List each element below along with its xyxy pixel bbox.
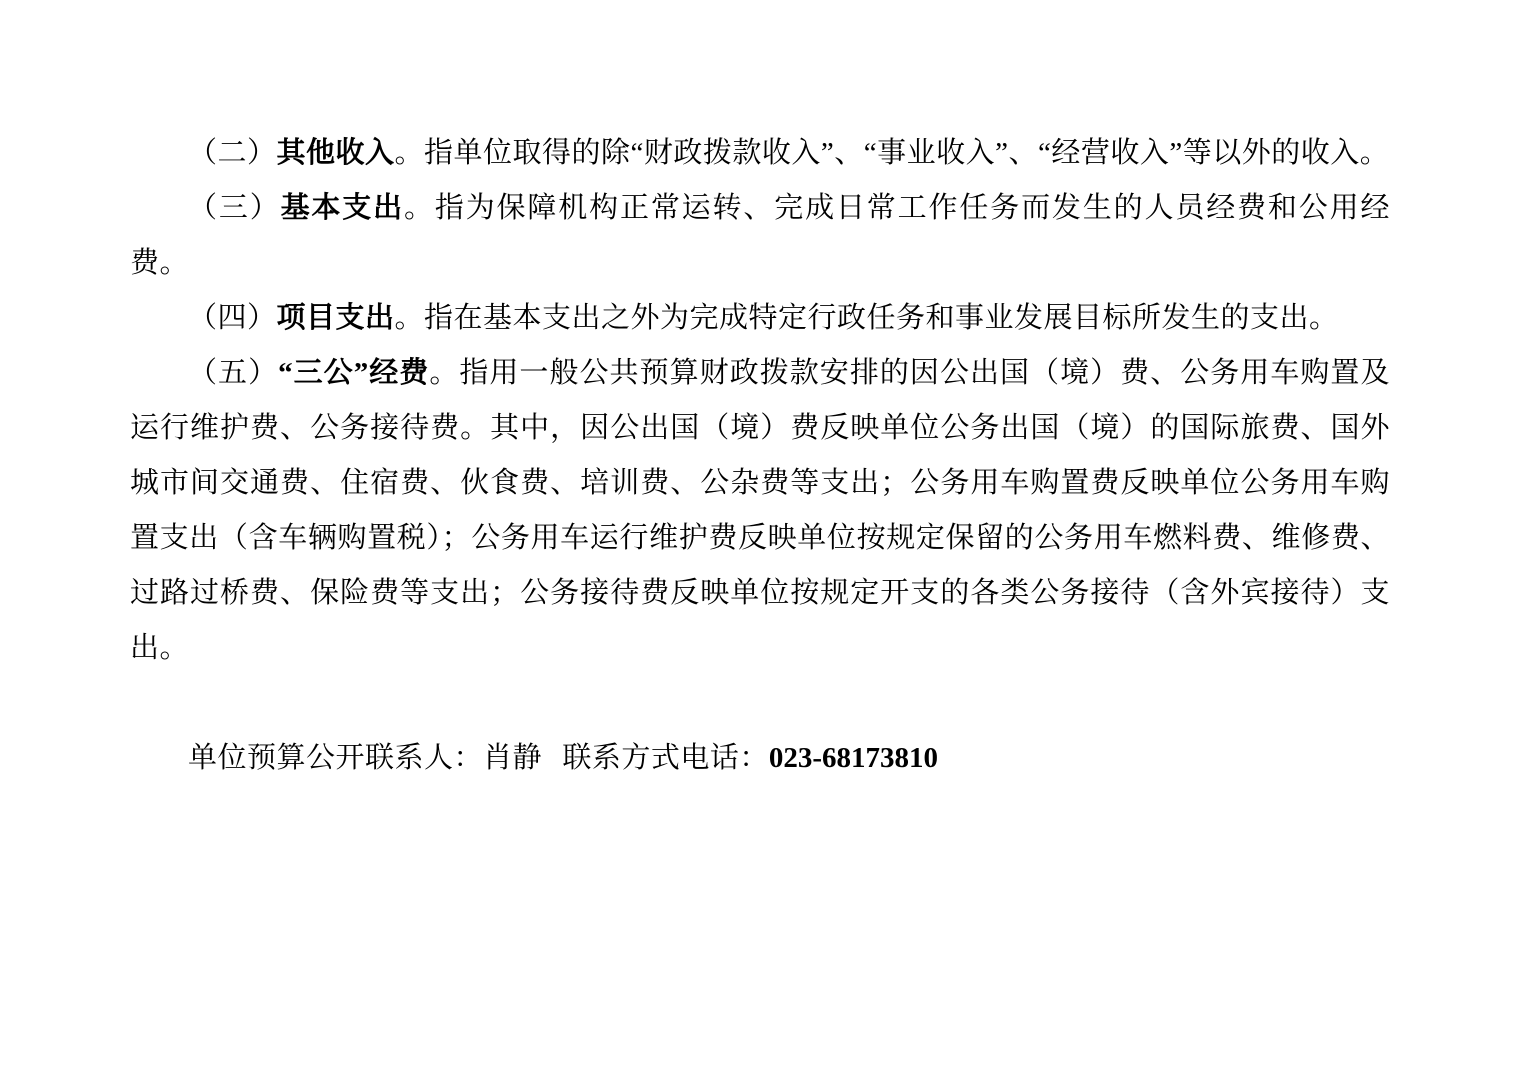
clause-body: 。指单位取得的除“财政拨款收入”、“事业收入”、“经营收入”等以外的收入。 [394,137,1390,169]
paragraph-three-public-funds [130,346,1390,676]
clause-term: “三公”经费 [278,357,430,389]
contact-phone-label: 联系方式电话： [562,742,769,774]
clause-body: 。指在基本支出之外为完成特定行政任务和事业发展目标所发生的支出。 [394,302,1339,334]
clause-number: （二） [188,137,277,169]
clause-term: 其他收入 [276,137,395,169]
clause-body: 。指为保障机构正常运转、完成日常工作任务而发生的人员经费和公用经费。 [130,192,1390,279]
paragraph-basic-expenditure [130,181,1390,291]
clause-term: 项目支出 [276,302,395,334]
contact-person-label: 单位预算公开联系人： [188,742,484,774]
paragraph-project-expenditure [130,291,1390,346]
contact-person-name: 肖静 [483,742,543,774]
paragraph-other-income [130,126,1390,181]
clause-term: 基本支出 [280,192,404,224]
clause-number: （五） [188,357,279,389]
clause-number: （三） [188,192,281,224]
contact-line [130,731,1390,786]
clause-number: （四） [188,302,277,334]
contact-phone-number: 023-68173810 [768,742,939,774]
clause-body: 。指用一般公共预算财政拨款安排的因公出国（境）费、公务用车购置及运行维护费、公务接待费。其中，因公出国（境）费反映单位公务出国（境）的国际旅费、国外城市间交通费、住宿费、伙食费、培训费、公杂费等支出；公务用车购置费反映单位公务用车购置支出（含车辆购置税）；公务用车运行维护费反映单位按规定保留的公务用车燃料费、维修费、过路过桥费、保险费等支出；公务接待费反映单位按规定开支的各类公务接待（含外宾接待）支出。 [130,357,1390,664]
